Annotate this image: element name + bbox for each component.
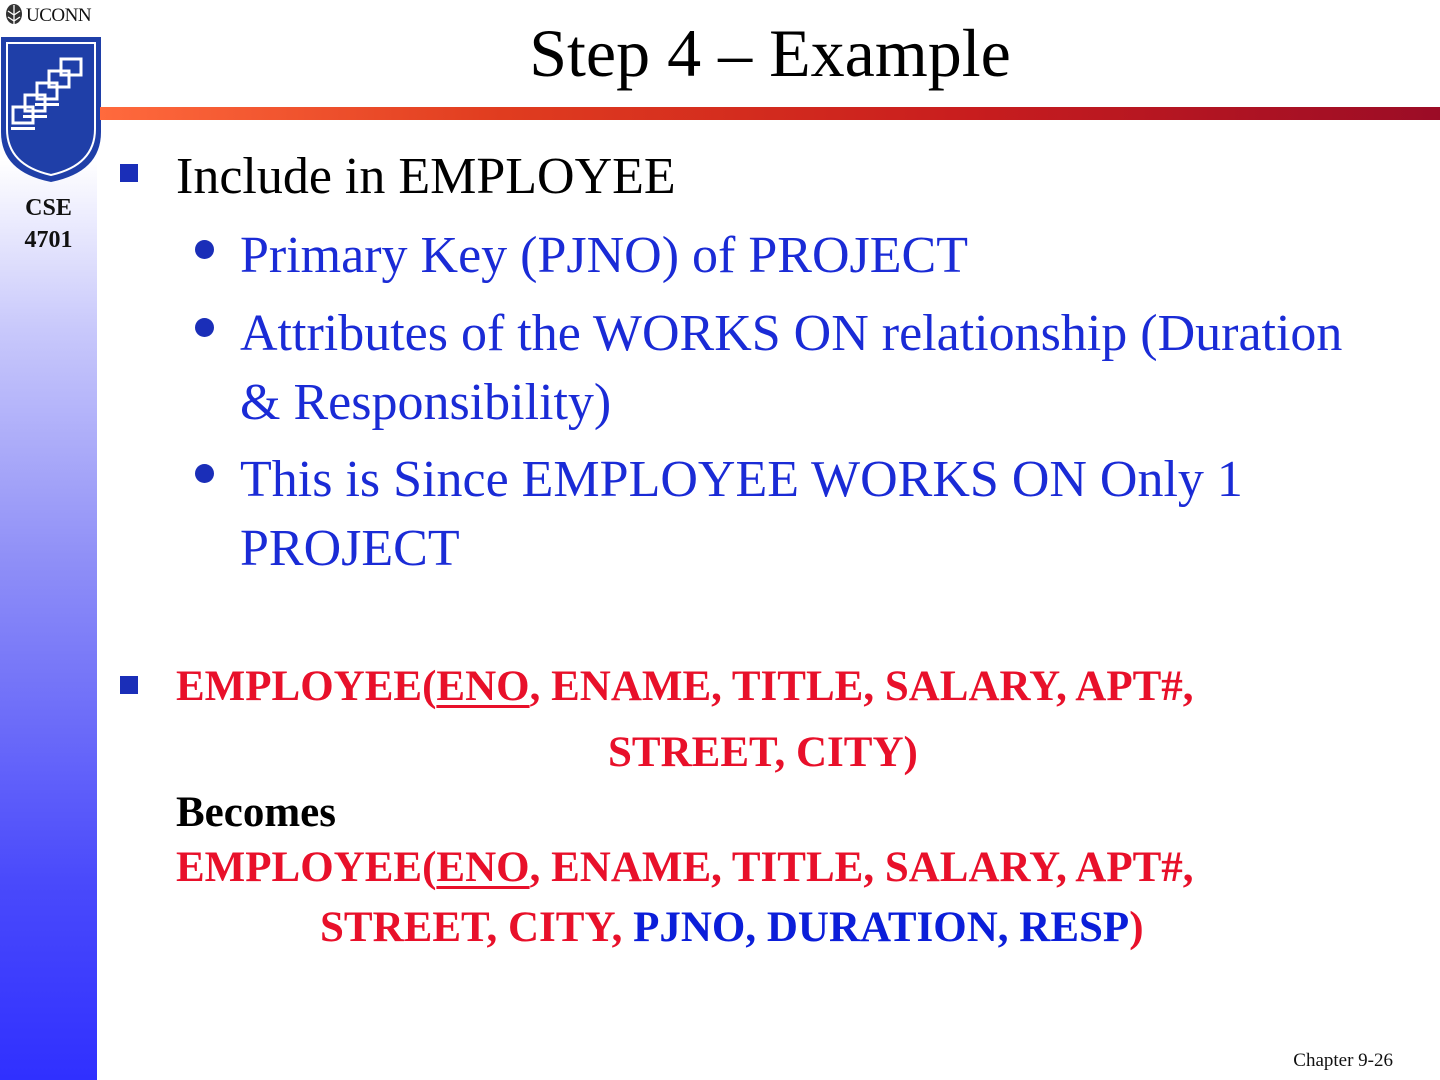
schema-before-line2: STREET, CITY) (608, 729, 918, 776)
slide-title: Step 4 – Example (529, 15, 1011, 91)
uconn-wordmark: UCONN (26, 5, 92, 26)
course-code-line2: 4701 (24, 227, 73, 253)
square-bullet-icon (120, 164, 138, 182)
schema-attributes: , ENAME, TITLE, SALARY, APT#, (529, 844, 1194, 891)
schema-attributes: STREET, CITY, (320, 904, 634, 951)
schema-after-line2 (320, 902, 1144, 954)
sub-bullet-only-one-project: This is Since EMPLOYEE WORKS ON Only 1 PROJECT (240, 451, 1243, 577)
bullet-include-in-employee: Include in EMPLOYEE (176, 148, 676, 205)
sidebar (0, 0, 97, 1080)
cse-department-logo (1, 37, 101, 182)
title-underline-bar (100, 107, 1440, 120)
dot-bullet-icon (195, 318, 214, 337)
schema-relation-name: EMPLOYEE( (176, 663, 437, 710)
schema-primary-key: ENO (436, 844, 530, 891)
dot-bullet-icon (195, 464, 214, 483)
becomes-label: Becomes (176, 789, 336, 836)
schema-after-line1 (176, 842, 1194, 894)
schema-before-line1 (176, 661, 1194, 713)
course-code (0, 192, 97, 256)
schema-attributes: , ENAME, TITLE, SALARY, APT#, (529, 663, 1194, 710)
schema-close-paren: ) (1129, 904, 1144, 951)
sub-bullet-works-on-attributes: Attributes of the WORKS ON relationship (Duration & Responsibility) (240, 305, 1343, 431)
uconn-oak-leaf-icon (3, 3, 25, 29)
slide-footer-chapter: Chapter 9-26 (1293, 1050, 1393, 1071)
dot-bullet-icon (195, 240, 214, 259)
schema-new-attributes: PJNO, DURATION, RESP (633, 904, 1130, 951)
schema-primary-key: ENO (436, 663, 530, 710)
sub-bullet-primary-key: Primary Key (PJNO) of PROJECT (240, 227, 968, 284)
course-code-line1: CSE (25, 195, 72, 221)
schema-relation-name: EMPLOYEE( (176, 844, 437, 891)
square-bullet-icon (120, 676, 138, 694)
